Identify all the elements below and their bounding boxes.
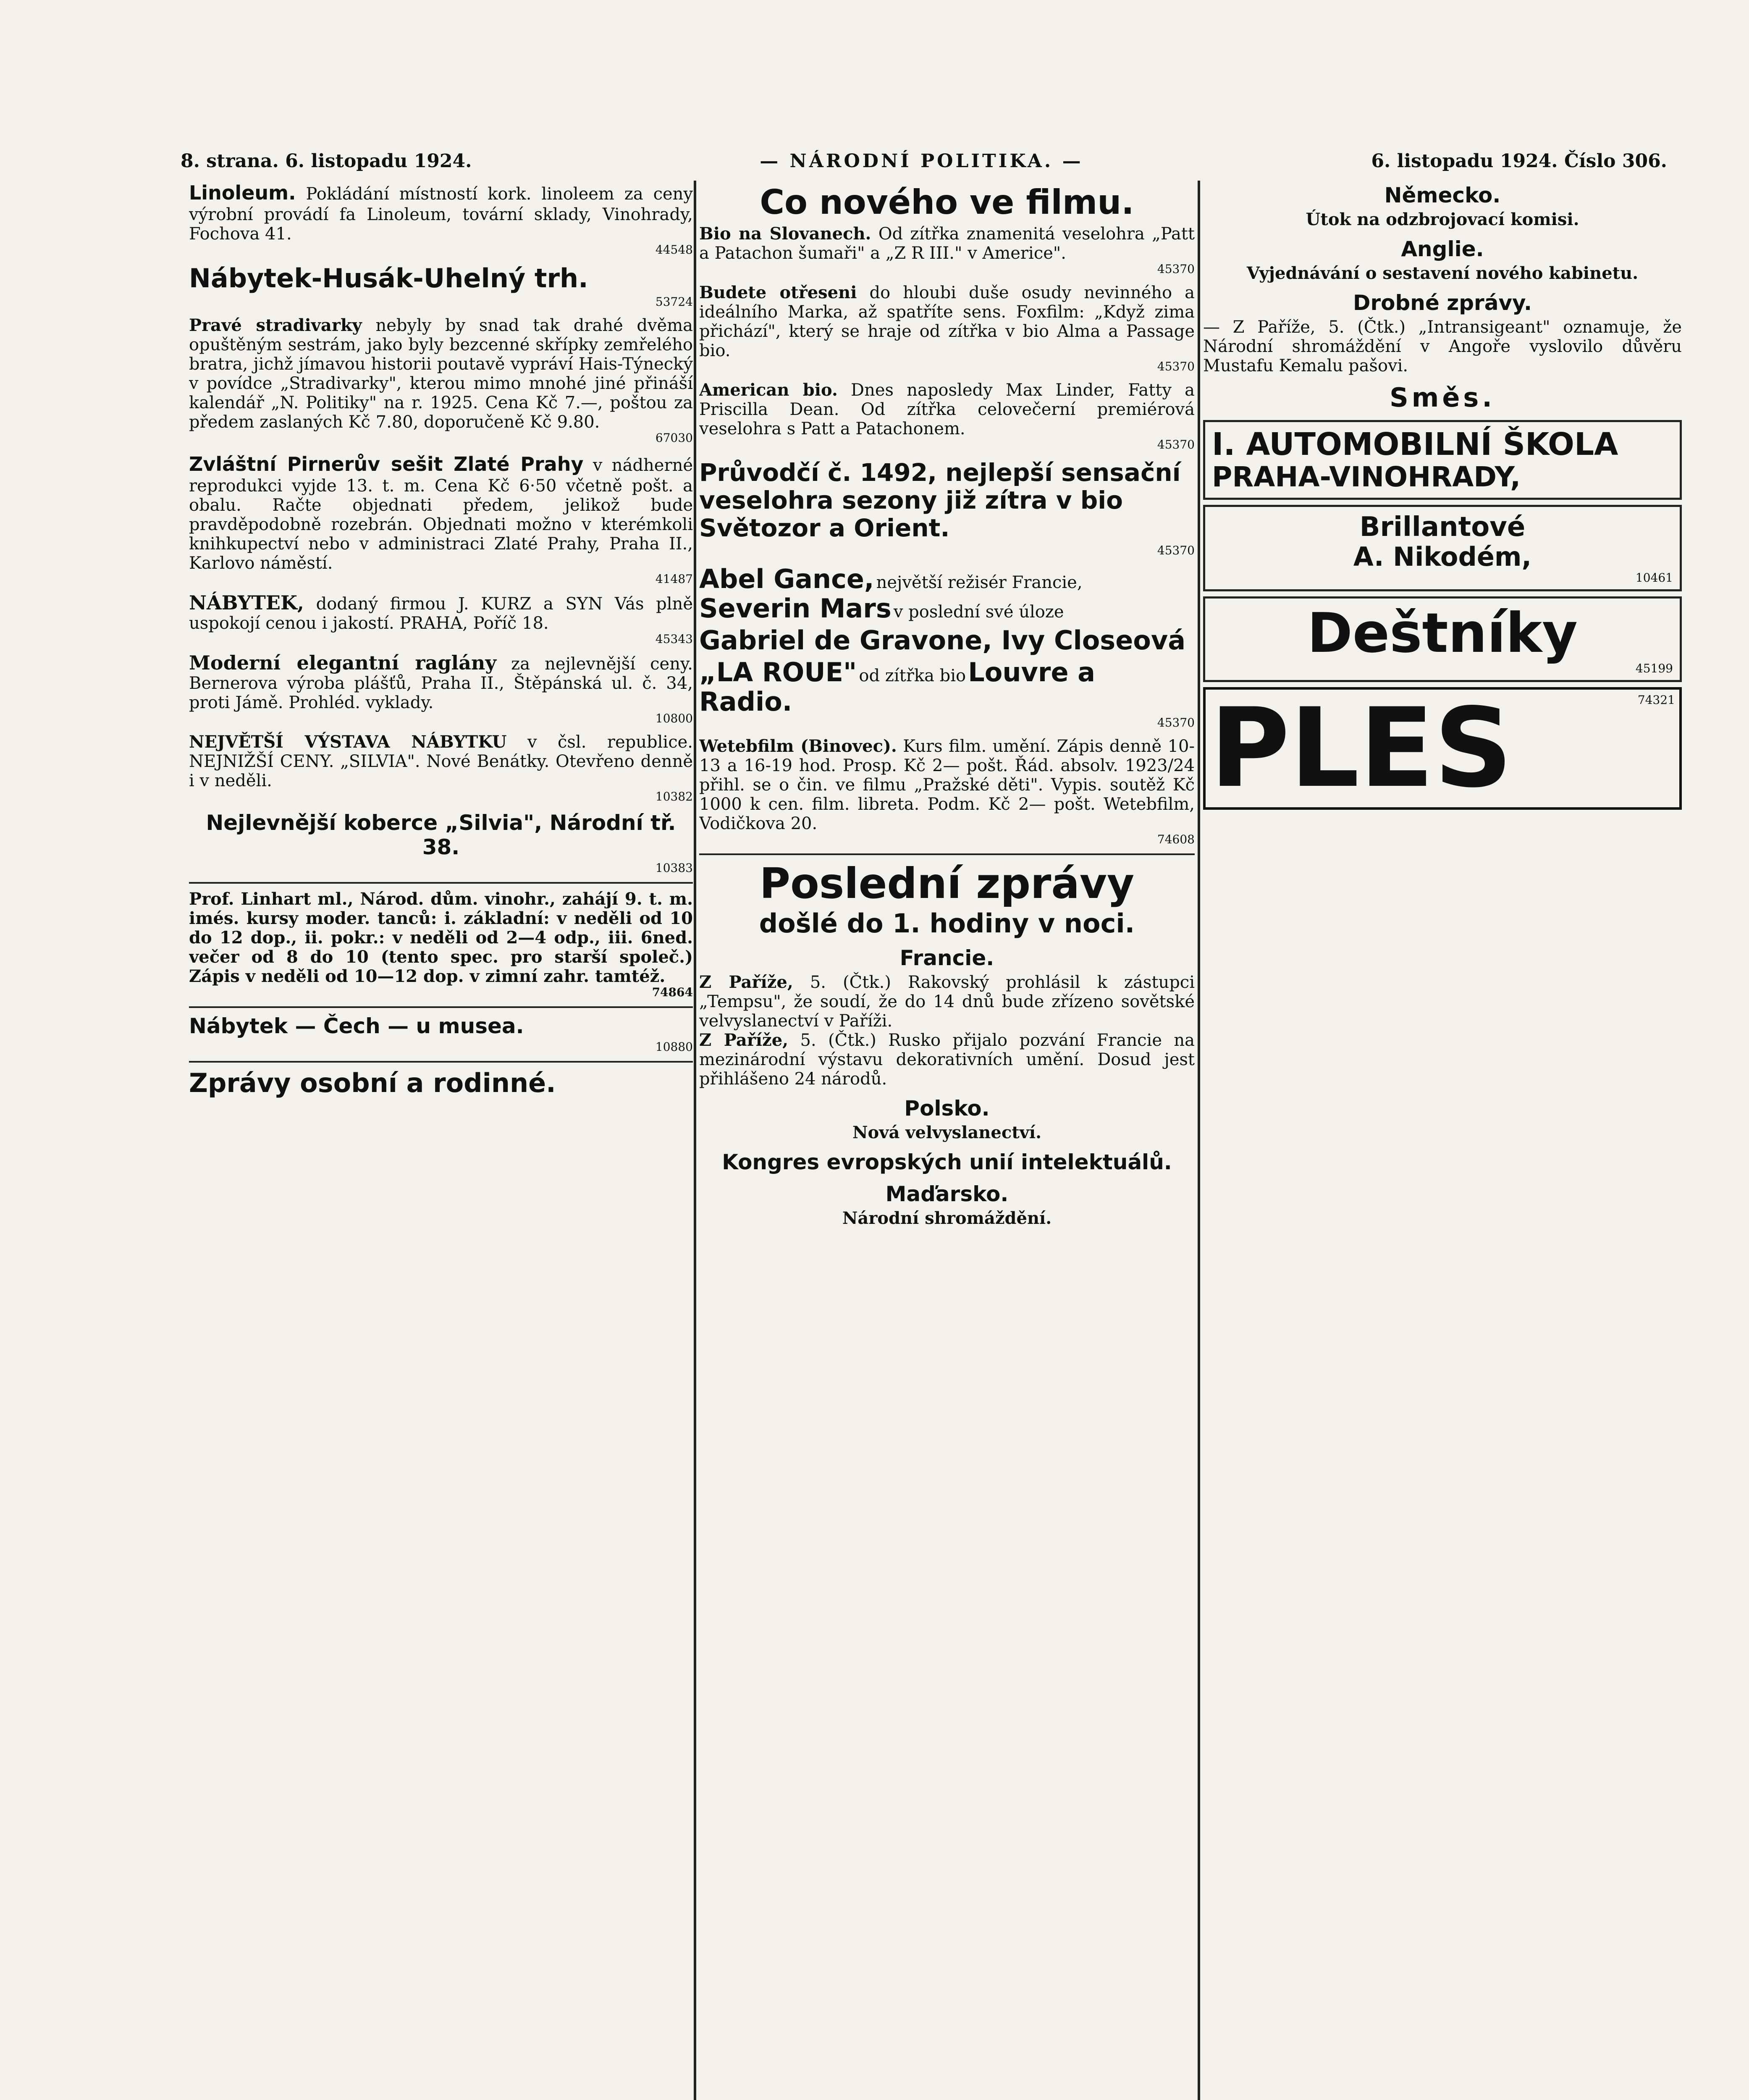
ad-koberce: Nejlevnější koberce „Silvia", Národní tř. 38. 10383: [206, 811, 693, 875]
divider: [699, 853, 1195, 855]
section-title-film: Co nového ve filmu.: [760, 183, 1134, 222]
masthead: [181, 146, 1667, 176]
section-nemecko: Německo. Útok na odzbrojovací komisi.: [1306, 183, 1579, 229]
film-item: Bio na Slovanech. Od zítřka znamenitá veselohra „Patt a Patachon šumaři" a „Z R III." v Americe". 45370: [699, 224, 1195, 276]
ad-ples-text: 74321: [1637, 693, 1675, 707]
ad-ples: [1203, 687, 1682, 810]
film-item: American bio. Dnes naposledy Max Linder, Fatty a Priscilla Dean. Od zítřka celovečerní premiérová veselohra s Patt a Patachonem. 45370: [699, 380, 1195, 452]
section-zpravy-osobni: Zprávy osobní a rodinné.: [189, 1068, 556, 1098]
divider: [189, 1061, 693, 1063]
divider: [189, 882, 693, 884]
ad-raglany: Moderní elegantní raglány za nejlevnější ceny. Bernerova výroba plášťů, Praha II., Štěpánská ul. č. 34, proti Jámě. Prohléd. vyklady. 10800: [189, 651, 693, 725]
ad-wetebfilm: Wetebfilm (Binovec). Kurs film. umění. Zápis denně 10-13 a 16-19 hod. Prosp. Kč 2— pošt. Řád. absolv. 1923/24 přihl. se o čin. ve filmu „Pražské děti". Vypis. soutěž Kč 1000 k cen. film. libreta. Podm. Kč 2— pošt. Wetebfilm, Vodičkova 20. 74608: [699, 736, 1195, 846]
section-anglie: Anglie. Vyjednávání o sestavení nového kabinetu.: [1246, 237, 1639, 283]
ad-autoskola: I. AUTOMOBILNÍ ŠKOLA PRAHA-VINOHRADY,: [1203, 420, 1682, 500]
column-rule: [694, 181, 696, 2100]
column-1: [189, 181, 693, 2100]
ad-ples-title: PLES: [1210, 685, 1513, 812]
section-francie: Francie. Z Paříže, 5. (Čtk.) Rakovský prohlásil k zástupci „Tempsu", že soudí, že do 14 dnů bude zřízeno sovětské velvyslanectví v Paříži. Z Paříže, 5. (Čtk.) Rusko přijalo pozvání Francie na mezinárodní výstavu dekorativních umění. Dosud jest přihlášeno 24 národů.: [699, 946, 1195, 1089]
column-rule: [1198, 181, 1200, 2100]
ad-destniky: Deštníky 45199: [1203, 596, 1682, 682]
ad-cech: Nábytek — Čech — u musea. 10880: [189, 1014, 693, 1054]
ad-silvia: NEJVĚTŠÍ VÝSTAVA NÁBYTKU v čsl. republice. NEJNIŽŠÍ CENY. „SILVIA". Nové Benátky. Otevřeno denně i v neděli. 10382: [189, 732, 693, 803]
section-polsko: Polsko. Nová velvyslanectví.: [852, 1096, 1042, 1142]
section-drobne-zpravy: Drobné zprávy. — Z Paříže, 5. (Čtk.) „Intransigeant" oznamuje, že Národní shromáždění v Angoře vyslovilo důvěru Mustafu Kemalu pašovi.: [1203, 291, 1682, 375]
masthead-left: 8. strana. 6. listopadu 1924.: [181, 150, 472, 172]
ad-linoleum: Linoleum. Pokládání místností kork. linoleem za ceny výrobní provádí fa Linoleum, tovární sklady, Vinohrady, Fochova 41. 44548: [189, 181, 693, 257]
ad-husak: Nábytek-Husák-Uhelný trh. 53724: [189, 263, 693, 309]
ad-linhart: Prof. Linhart ml., Národ. dům. vinohr., zahájí 9. t. m. imés. kursy moder. tanců: i. základní: v neděli od 10 do 12 dop., ii. pokr.: v neděli od 2—4 odp., iii. 6ned. večer od 8 do 10 (tento spec. pro starší společ.) Zápis v neděli od 10—12 dop. v zimní zahr. tamtéž. 74864: [189, 889, 693, 999]
section-posledni-zpravy: Poslední zprávy došlé do 1. hodiny v noci.: [759, 859, 1135, 939]
column-3: [1203, 181, 1682, 2100]
masthead-right: 6. listopadu 1924. Číslo 306.: [1371, 150, 1667, 172]
section-smes: Směs.: [1390, 382, 1495, 413]
masthead-title: — NÁRODNÍ POLITIKA. —: [760, 150, 1083, 172]
ad-pirner: Zvláštní Pirnerův sešit Zlaté Prahy v nádherné reprodukci vyjde 13. t. m. Cena Kč 6·50 včetně pošt. a obalu. Račte objednati předem, jelikož bude pravděpodobně rozebrán. Objednati možno v kterémkoli knihkupectví nebo v administraci Zlaté Prahy, Praha II., Karlovo náměstí. 41487: [189, 453, 693, 586]
section-madarsko: Maďarsko. Národní shromáždění.: [842, 1182, 1052, 1228]
divider: [189, 1006, 693, 1008]
ad-abel-gance: Abel Gance, největší režisér Francie, Severin Mars v poslední své úloze Gabriel de Gravone, Ivy Closeová „LA ROUE" od zítřka bio Louvre a Radio. 45370: [699, 564, 1195, 730]
ad-pruvodci: Průvodčí č. 1492, nejlepší sensační veselohra sezony již zítra v bio Světozor a Orient. 45370: [699, 458, 1195, 557]
ad-stradivarky: Pravé stradivarky nebyly by snad tak drahé dvěma opuštěným sestrám, jako byly bezcenné skřípky zemřelého bratra, jichž jímavou historii poutavě vypráví Hais-Týnecký v povídce „Stradivarky", kterou mimo mnohé jiné přináší kalendář „N. Politiky" na r. 1925. Cena Kč 7.—, poštou za předem zaslaných Kč 7.80, doporučeně Kč 9.80. 67030: [189, 315, 693, 445]
film-item: Budete otřeseni do hloubi duše osudy nevinného a ideálního Marka, až spatříte sens. Foxfilm: „Když zima přichází", který se hraje od zítřka v bio Alma a Passage bio. 45370: [699, 283, 1195, 373]
column-2: [699, 181, 1195, 2100]
ad-kurz: NÁBYTEK, dodaný firmou J. KURZ a SYN Vás plně uspokojí cenou i jakostí. PRAHA, Poříč 18. 45343: [189, 591, 693, 646]
section-kongres: Kongres evropských unií intelektuálů.: [722, 1150, 1172, 1174]
ad-brillanty: Brillantové A. Nikodém, 10461: [1203, 505, 1682, 591]
